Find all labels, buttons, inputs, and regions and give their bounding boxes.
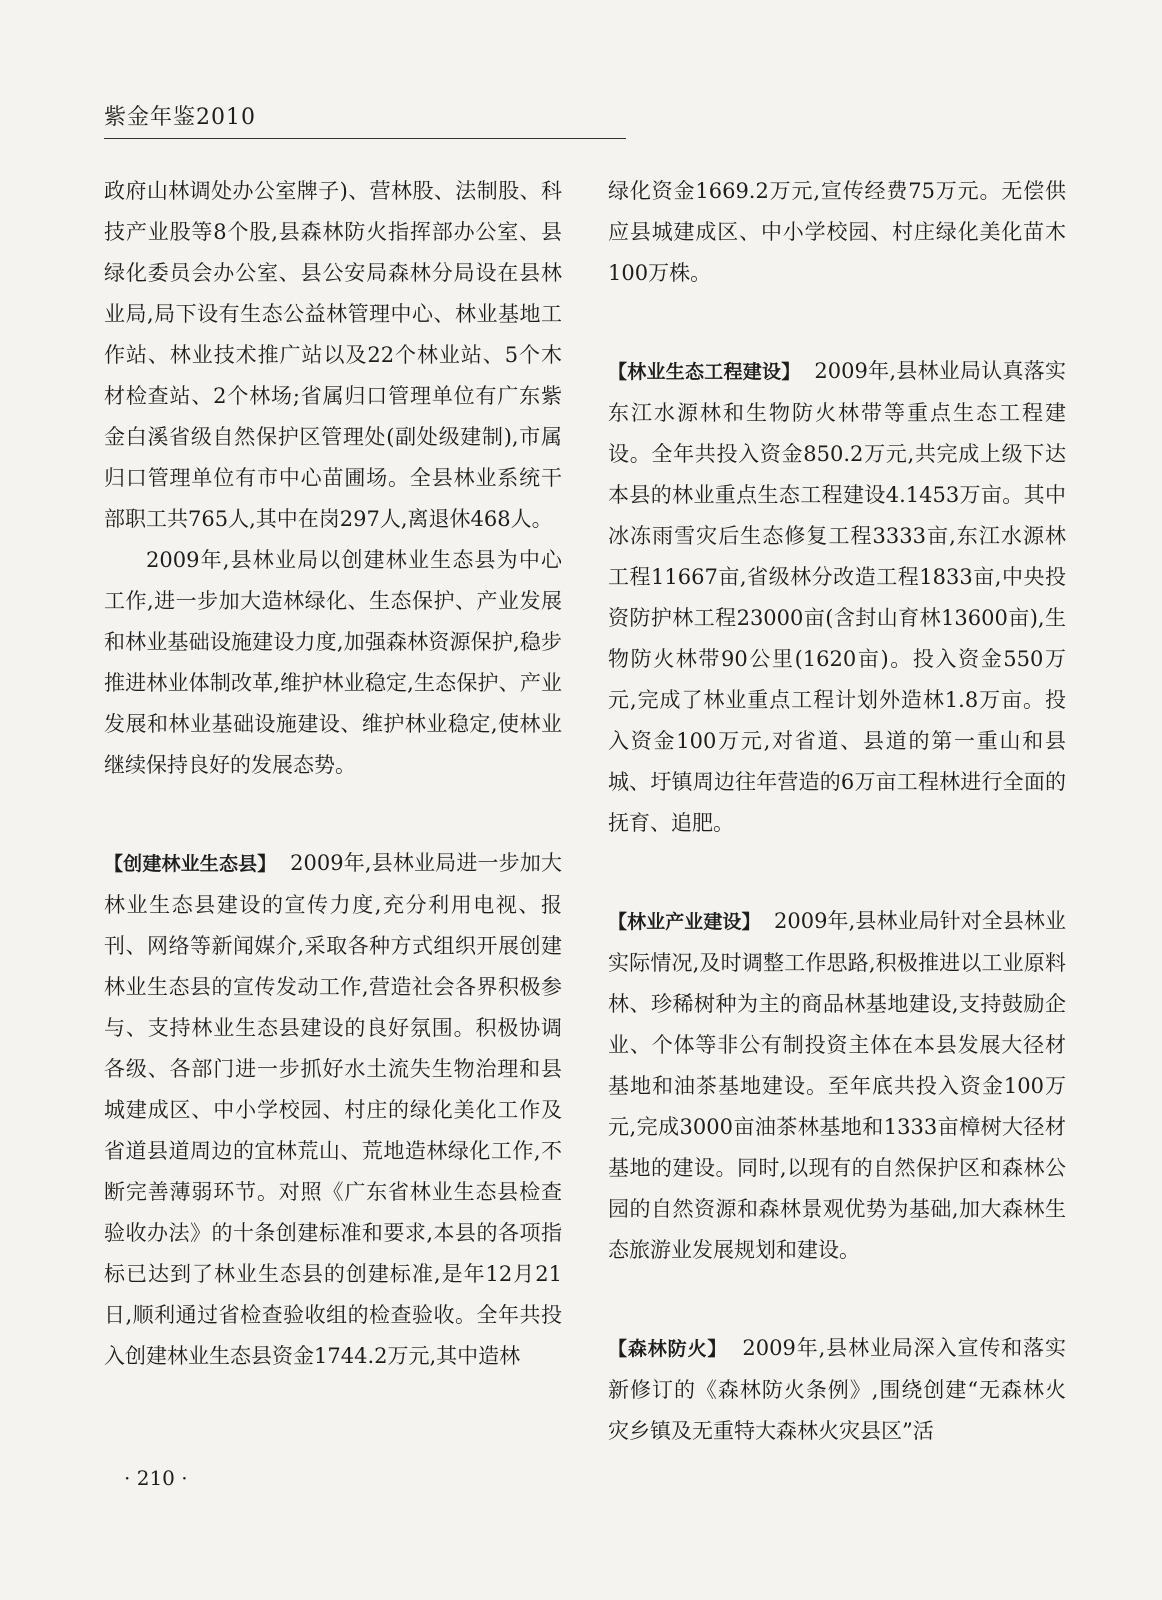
- section-gap: [608, 1271, 1066, 1328]
- section-create-eco-county: [104, 843, 562, 1377]
- paragraph-2009-overview: 2009年,县林业局以创建林业生态县为中心工作,进一步加大造林绿化、生态保护、产业发展和林业基础设施建设力度,加强森林资源保护,稳步推进林业体制改革,维护林业稳定,生态保护、产业发展和林业基础设施建设、维护林业稳定,使林业继续保持良好的发展态势。: [104, 548, 562, 777]
- section-heading: 【森林防火】: [608, 1338, 728, 1360]
- section-eco-engineering: [608, 351, 1066, 844]
- section-heading: 【林业产业建设】: [608, 911, 761, 933]
- section-forestry-industry: [608, 901, 1066, 1271]
- left-column: [104, 171, 562, 1377]
- section-body: 2009年,县林业局深入宣传和落实新修订的《森林防火条例》,围绕创建“无森林火灾乡镇及无重特大森林火灾县区”活: [608, 1336, 1066, 1443]
- section-gap: [608, 294, 1066, 351]
- section-fire-prevention: [608, 1328, 1066, 1452]
- section-heading: 【创建林业生态县】: [104, 853, 277, 875]
- section-body: 2009年,县林业局认真落实东江水源林和生物防火林带等重点生态工程建设。全年共投入资金850.2万元,共完成上级下达本县的林业重点生态工程建设4.1453万亩。其中冰冻雨雪灾后生态修复工程3333亩,东江水源林工程11667亩,省级林分改造工程1833亩,中央投资防护林工程23000亩(含封山育林13600亩),生物防火林带90公里(1620亩)。投入资金550万元,完成了林业重点工程计划外造林1.8万亩。投入资金100万元,对省道、县道的第一重山和县城、圩镇周边往年营造的6万亩工程林进行全面的抚育、追肥。: [608, 359, 1066, 835]
- page-number: · 210 ·: [124, 1466, 188, 1490]
- paragraph-org-structure: 政府山林调处办公室牌子)、营林股、法制股、科技产业股等8个股,县森林防火指挥部办公室、县绿化委员会办公室、县公安局森林分局设在县林业局,局下设有生态公益林管理中心、林业基地工作站、林业技术推广站以及22个林业站、5个木材检查站、2个林场;省属归口管理单位有广东紫金白溪省级自然保护区管理处(副处级建制),市属归口管理单位有市中心苗圃场。全县林业系统干部职工共765人,其中在岗297人,离退休468人。: [104, 179, 562, 531]
- running-header-title: 紫金年鉴2010: [104, 105, 256, 130]
- section-heading: 【林业生态工程建设】: [608, 361, 801, 383]
- section-body: 2009年,县林业局进一步加大林业生态县建设的宣传力度,充分利用电视、报刊、网络等新闻媒介,采取各种方式组织开展创建林业生态县的宣传发动工作,营造社会各界积极参与、支持林业生态县建设的良好氛围。积极协调各级、各部门进一步抓好水土流失生物治理和县城建成区、中小学校园、村庄的绿化美化工作及省道县道周边的宜林荒山、荒地造林绿化工作,不断完善薄弱环节。对照《广东省林业生态县检查验收办法》的十条创建标准和要求,本县的各项指标已达到了林业生态县的创建标准,是年12月21日,顺利通过省检查验收组的检查验收。全年共投入创建林业生态县资金1744.2万元,其中造林: [104, 851, 562, 1368]
- right-column: [608, 171, 1066, 1452]
- section-gap: [608, 844, 1066, 901]
- header-rule: [104, 138, 626, 139]
- section-body: 2009年,县林业局针对全县林业实际情况,及时调整工作思路,积极推进以工业原料林、珍稀树种为主的商品林基地建设,支持鼓励企业、个体等非公有制投资主体在本县发展大径材基地和油茶基地建设。至年底共投入资金100万元,完成3000亩油茶林基地和1333亩樟树大径材基地的建设。同时,以现有的自然保护区和森林公园的自然资源和森林景观优势为基础,加大森林生态旅游业发展规划和建设。: [608, 909, 1066, 1262]
- section-gap: [104, 786, 562, 843]
- paragraph-continuation: 绿化资金1669.2万元,宣传经费75万元。无偿供应县城建成区、中小学校园、村庄绿化美化苗木100万株。: [608, 179, 1066, 285]
